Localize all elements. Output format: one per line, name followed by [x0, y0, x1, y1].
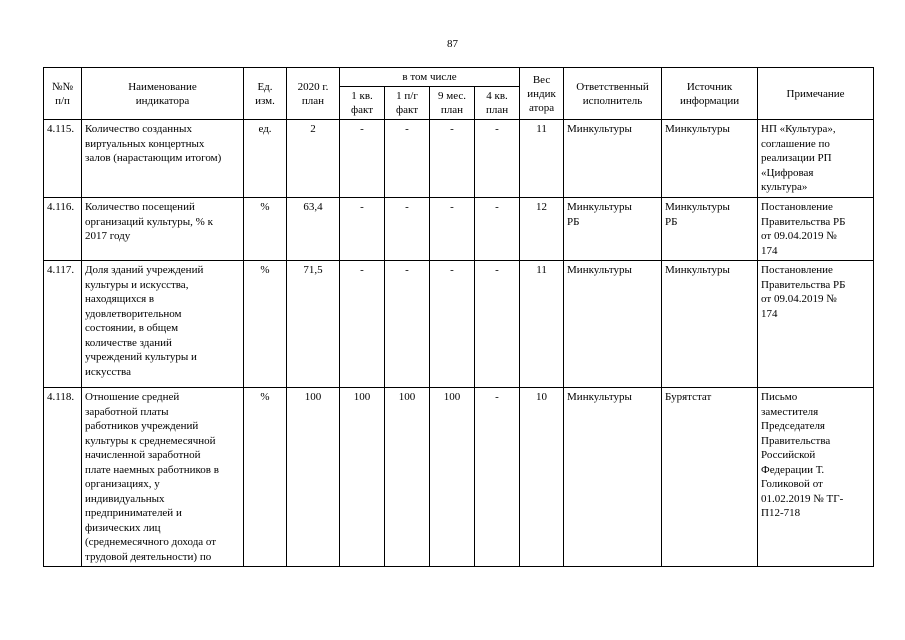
unit-cell: %: [244, 261, 287, 388]
9m-plan-cell: -: [430, 261, 475, 388]
row-number: 4.115.: [44, 120, 82, 198]
header-source: Источник информации: [662, 68, 758, 120]
weight-cell: 11: [520, 120, 564, 198]
page-number: 87: [447, 38, 458, 50]
9m-plan-cell: -: [430, 120, 475, 198]
q4-plan-cell: -: [475, 388, 520, 567]
header-num: №№ п/п: [44, 68, 82, 120]
plan-2020-cell: 2: [287, 120, 340, 198]
h1-fact-cell: 100: [385, 388, 430, 567]
h1-fact-cell: -: [385, 261, 430, 388]
table-row: [44, 261, 874, 388]
table-row: [44, 120, 874, 198]
executor-cell: Минкультуры РБ: [564, 198, 662, 261]
indicator-name: Отношение средней заработной платы работников учреждений культуры к среднемесячной начисленной заработной плате наемных работников в организациях, у индивидуальных предпринимателей и физических лиц (среднемесячного дохода от трудовой деятельности) по: [82, 388, 244, 567]
weight-cell: 10: [520, 388, 564, 567]
source-cell: Минкультуры РБ: [662, 198, 758, 261]
q1-fact-cell: 100: [340, 388, 385, 567]
indicator-name: Доля зданий учреждений культуры и искусства, находящихся в удовлетворительном состоянии, в общем количестве зданий учреждений культуры и искусства: [82, 261, 244, 388]
plan-2020-cell: 100: [287, 388, 340, 567]
header-name: Наименование индикатора: [82, 68, 244, 120]
indicator-name: Количество созданных виртуальных концертных залов (нарастающим итогом): [82, 120, 244, 198]
header-including: в том числе: [340, 68, 520, 87]
unit-cell: ед.: [244, 120, 287, 198]
header-h1: 1 п/г факт: [385, 87, 430, 120]
note-cell: Письмо заместителя Председателя Правительства Российской Федерации Т. Голиковой от 01.02.2019 № ТГ- П12-718: [758, 388, 874, 567]
source-cell: Минкультуры: [662, 261, 758, 388]
h1-fact-cell: -: [385, 198, 430, 261]
9m-plan-cell: -: [430, 198, 475, 261]
header-note: Примечание: [758, 68, 874, 120]
q1-fact-cell: -: [340, 261, 385, 388]
header-q4: 4 кв. план: [475, 87, 520, 120]
plan-2020-cell: 71,5: [287, 261, 340, 388]
weight-cell: 11: [520, 261, 564, 388]
note-cell: Постановление Правительства РБ от 09.04.2019 № 174: [758, 261, 874, 388]
header-weight: Вес индик атора: [520, 68, 564, 120]
weight-cell: 12: [520, 198, 564, 261]
note-cell: НП «Культура», соглашение по реализации РП «Цифровая культура»: [758, 120, 874, 198]
executor-cell: Минкультуры: [564, 120, 662, 198]
executor-cell: Минкультуры: [564, 261, 662, 388]
row-number: 4.117.: [44, 261, 82, 388]
header-executor: Ответственный исполнитель: [564, 68, 662, 120]
note-cell: Постановление Правительства РБ от 09.04.2019 № 174: [758, 198, 874, 261]
q1-fact-cell: -: [340, 120, 385, 198]
q4-plan-cell: -: [475, 120, 520, 198]
source-cell: Бурятстат: [662, 388, 758, 567]
table-row: [44, 198, 874, 261]
9m-plan-cell: 100: [430, 388, 475, 567]
header-q1: 1 кв. факт: [340, 87, 385, 120]
header-9m: 9 мес. план: [430, 87, 475, 120]
source-cell: Минкультуры: [662, 120, 758, 198]
header-row-top: [44, 68, 874, 87]
q4-plan-cell: -: [475, 198, 520, 261]
plan-2020-cell: 63,4: [287, 198, 340, 261]
row-number: 4.118.: [44, 388, 82, 567]
unit-cell: %: [244, 198, 287, 261]
unit-cell: %: [244, 388, 287, 567]
indicators-table: [43, 67, 874, 567]
indicator-name: Количество посещений организаций культуры, % к 2017 году: [82, 198, 244, 261]
table-row: [44, 388, 874, 567]
row-number: 4.116.: [44, 198, 82, 261]
q1-fact-cell: -: [340, 198, 385, 261]
executor-cell: Минкультуры: [564, 388, 662, 567]
h1-fact-cell: -: [385, 120, 430, 198]
header-plan-2020: 2020 г. план: [287, 68, 340, 120]
q4-plan-cell: -: [475, 261, 520, 388]
header-unit: Ед. изм.: [244, 68, 287, 120]
